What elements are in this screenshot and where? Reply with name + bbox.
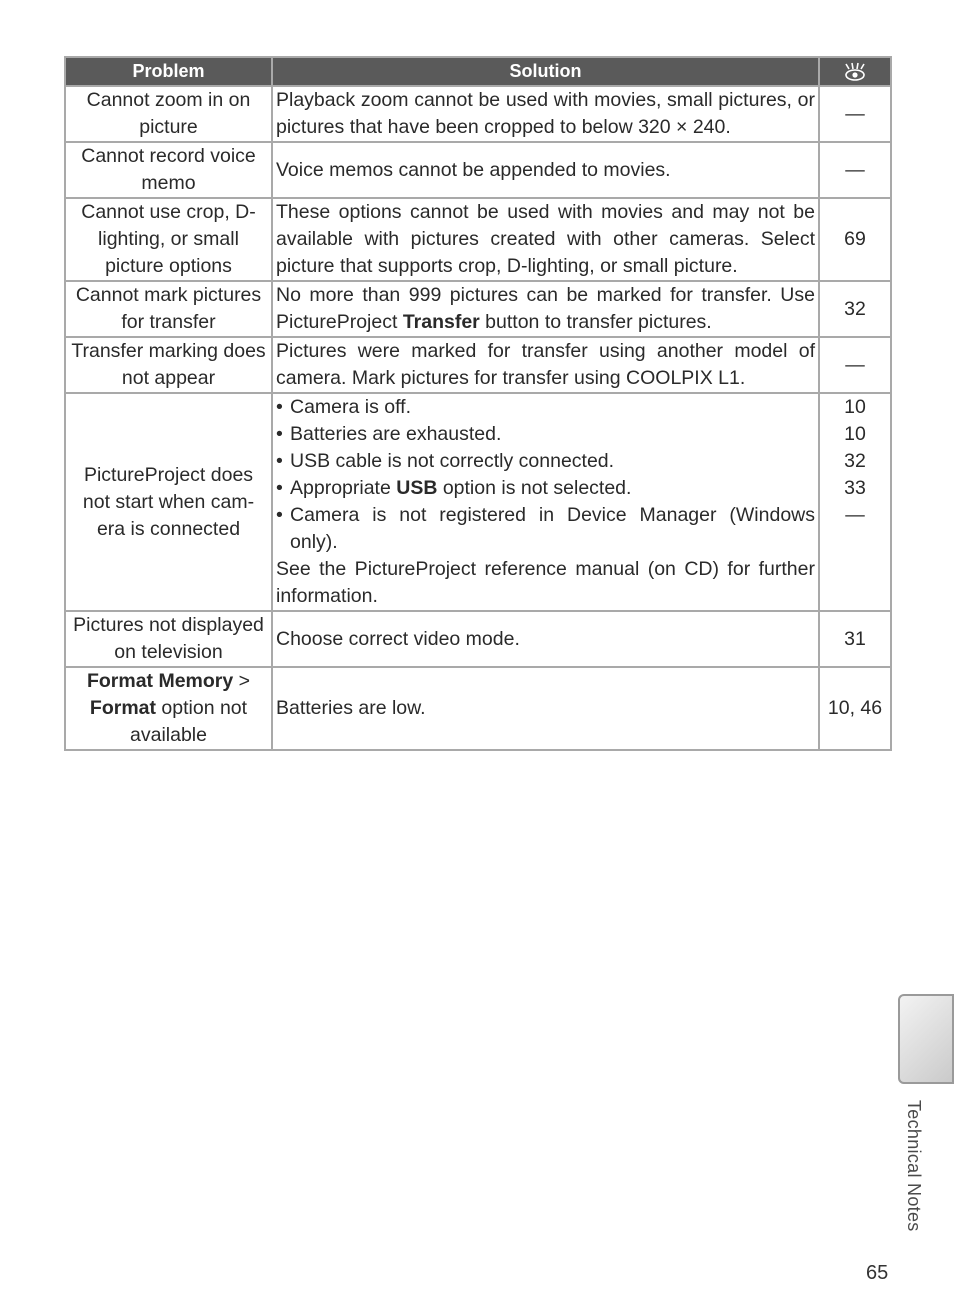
solution-cell: These options cannot be used with movies and may not be available with pictures created with other cameras. Select picture that supports crop, D-lighting, or small picture. <box>273 199 818 280</box>
reference-value: — <box>845 504 865 526</box>
solution-cell: Pictures were marked for transfer using another model of camera. Mark pictures for transfer using COOLPIX L1. <box>273 338 818 392</box>
solution-text: No more than 999 pictures can be marked for transfer. Use PictureProject <box>276 284 815 333</box>
usb-option-label: USB <box>396 477 438 499</box>
problem-cell: Cannot zoom in on picture <box>66 87 271 141</box>
troubleshooting-table <box>64 56 892 751</box>
table-row <box>66 612 890 666</box>
header-problem: Problem <box>66 58 271 85</box>
table-row <box>66 338 890 392</box>
problem-cell: Cannot use crop, D-lighting, or small picture options <box>66 199 271 280</box>
list-item: • Camera is not registered in Device Manager (Windows only). <box>276 502 815 556</box>
solution-cell: Choose correct video mode. <box>273 612 818 666</box>
section-label: Technical Notes <box>904 1100 924 1232</box>
reference-value: 10 <box>844 396 866 418</box>
format-label: Format <box>89 697 156 719</box>
separator: > <box>233 670 251 692</box>
list-item: • USB cable is not correctly connected. <box>276 448 815 475</box>
reference-cell: 31 <box>820 612 890 666</box>
reference-cell: 32 <box>820 282 890 336</box>
solution-cell <box>273 394 818 610</box>
page-number: 65 <box>866 1262 889 1284</box>
table-header-row <box>66 58 890 85</box>
reference-page-icon <box>843 62 867 82</box>
solution-cell: Playback zoom cannot be used with movies, small pictures, or pictures that have been cropped to below 320 × 240. <box>273 87 818 141</box>
header-reference <box>820 58 890 85</box>
reference-cell: — <box>820 338 890 392</box>
reference-value: 10 <box>844 423 866 445</box>
reference-cell: 10, 46 <box>820 668 890 749</box>
reference-cell: — <box>820 143 890 197</box>
cause-list <box>276 394 815 556</box>
table-row <box>66 668 890 749</box>
list-item-text: option is not selected. <box>437 477 632 499</box>
list-item <box>276 475 815 502</box>
problem-cell: Pictures not displayed on television <box>66 612 271 666</box>
table-row <box>66 394 890 610</box>
solution-cell: Voice memos cannot be appended to movies. <box>273 143 818 197</box>
list-item: • Camera is off. <box>276 394 815 421</box>
table-row <box>66 87 890 141</box>
reference-value: 33 <box>844 477 866 499</box>
problem-cell: Cannot record voice memo <box>66 143 271 197</box>
table-row <box>66 199 890 280</box>
further-info-note: See the PictureProject reference manual (on CD) for further information. <box>276 558 815 607</box>
table-row <box>66 143 890 197</box>
problem-cell: Cannot mark pictures for transfer <box>66 282 271 336</box>
problem-cell: PictureProject does not start when cam-era is connected <box>66 394 271 610</box>
section-tab <box>898 994 954 1084</box>
solution-cell: Batteries are low. <box>273 668 818 749</box>
problem-cell <box>66 668 271 749</box>
problem-cell: Transfer marking does not appear <box>66 338 271 392</box>
format-memory-label: Format Memory <box>86 670 234 692</box>
reference-cell <box>820 394 890 610</box>
reference-value: 32 <box>844 450 866 472</box>
solution-cell <box>273 282 818 336</box>
reference-cell: 69 <box>820 199 890 280</box>
solution-text: button to transfer pictures. <box>479 311 712 333</box>
problem-text: option not available <box>130 697 248 746</box>
list-item-text: Appropriate <box>290 477 397 499</box>
header-solution: Solution <box>273 58 818 85</box>
list-item: • Batteries are exhausted. <box>276 421 815 448</box>
transfer-button-label: Transfer <box>402 311 480 333</box>
table-row <box>66 282 890 336</box>
reference-cell: — <box>820 87 890 141</box>
